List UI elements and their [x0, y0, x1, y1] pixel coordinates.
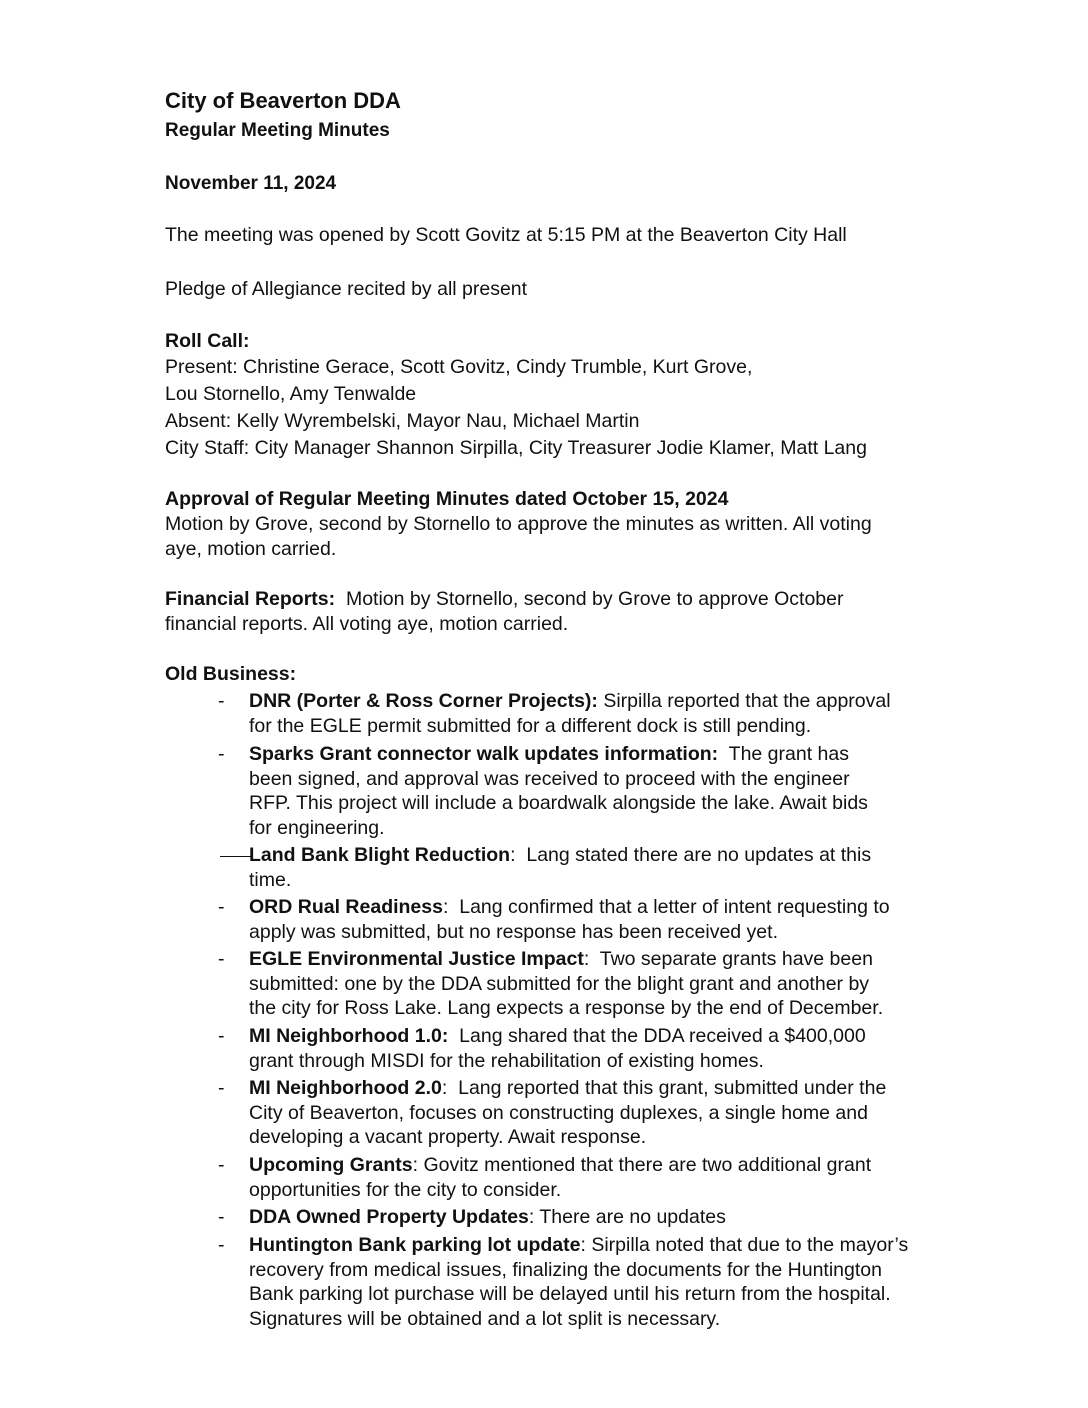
item-text: RFP. This project will include a boardwalk alongside the lake. Await bids — [249, 792, 868, 814]
pledge-statement: Pledge of Allegiance recited by all present — [165, 278, 528, 300]
minutes-approval-heading: Approval of Regular Meeting Minutes dated October 15, 2024 — [165, 488, 729, 510]
document-subtitle: Regular Meeting Minutes — [165, 120, 390, 141]
list-dash: - — [218, 690, 225, 712]
item-text: : Two separate grants have been — [583, 948, 873, 970]
roll-call-staff: City Staff: City Manager Shannon Sirpilla, City Treasurer Jodie Klamer, Matt Lang — [165, 437, 867, 459]
list-dash: - — [218, 1077, 225, 1099]
list-dash-line — [220, 856, 252, 857]
item-text: : There are no updates — [528, 1206, 726, 1228]
item-text: submitted: one by the DDA submitted for the blight grant and another by — [249, 972, 870, 995]
item-title: EGLE Environmental Justice Impact — [249, 948, 584, 970]
roll-call-absent: Absent: Kelly Wyrembelski, Mayor Nau, Michael Martin — [165, 410, 640, 432]
item-title: DNR (Porter & Ross Corner Projects): — [249, 690, 598, 712]
list-dash: - — [218, 743, 225, 765]
item-title: Land Bank Blight Reduction — [249, 844, 511, 866]
item-text: : Sirpilla noted that due to the mayor’s — [580, 1234, 909, 1256]
item-title: Upcoming Grants — [249, 1154, 413, 1176]
item-title: Sparks Grant connector walk updates information: — [249, 743, 719, 765]
list-dash: - — [218, 896, 225, 918]
list-dash: - — [218, 1154, 225, 1176]
financial-reports-section — [165, 587, 843, 637]
item-title: Huntington Bank parking lot update — [249, 1234, 581, 1256]
list-dash: - — [218, 948, 225, 970]
item-text: for engineering. — [249, 816, 385, 839]
minutes-approval-text-continued: aye, motion carried. — [165, 538, 337, 560]
item-text: : Govitz mentioned that there are two additional grant — [412, 1154, 872, 1176]
item-title: MI Neighborhood 1.0: — [249, 1025, 449, 1047]
item-title: DDA Owned Property Updates — [249, 1206, 529, 1228]
roll-call-heading: Roll Call: — [165, 330, 250, 352]
minutes-approval-text: Motion by Grove, second by Stornello to approve the minutes as written. All voting — [165, 513, 872, 535]
list-dash: - — [218, 1234, 225, 1256]
item-text: City of Beaverton, focuses on constructing duplexes, a single home and — [249, 1101, 868, 1124]
financial-reports-text-continued: financial reports. All voting aye, motion carried. — [165, 613, 569, 635]
minutes-approval-section — [165, 487, 872, 562]
item-text: grant through MISDI for the rehabilitation of existing homes. — [249, 1049, 764, 1072]
roll-call-present-continued: Lou Stornello, Amy Tenwalde — [165, 383, 417, 405]
list-dash: - — [218, 1206, 225, 1228]
item-text: Sirpilla reported that the approval — [597, 690, 891, 712]
item-title: MI Neighborhood 2.0 — [249, 1077, 442, 1099]
item-title: ORD Rual Readiness — [249, 896, 443, 918]
opening-statement: The meeting was opened by Scott Govitz at 5:15 PM at the Beaverton City Hall — [165, 224, 847, 246]
item-text: developing a vacant property. Await response. — [249, 1126, 647, 1148]
item-text: for the EGLE permit submitted for a different dock is still pending. — [249, 714, 812, 737]
item-text: Lang shared that the DDA received a $400,000 — [448, 1025, 866, 1047]
item-text: Signatures will be obtained and a lot split is necessary. — [249, 1307, 721, 1330]
meeting-date: November 11, 2024 — [165, 173, 337, 194]
roll-call-present: Present: Christine Gerace, Scott Govitz, Cindy Trumble, Kurt Grove, — [165, 356, 753, 378]
old-business-heading: Old Business: — [165, 663, 297, 685]
item-text: : Lang confirmed that a letter of intent requesting to — [442, 896, 890, 918]
item-text: : Lang reported that this grant, submitted under the — [441, 1077, 887, 1099]
item-text: recovery from medical issues, finalizing the documents for the Huntington — [249, 1258, 882, 1281]
roll-call-section — [165, 329, 867, 461]
item-text: The grant has — [718, 743, 849, 765]
organization-title: City of Beaverton DDA — [165, 88, 401, 113]
item-text: the city for Ross Lake. Lang expects a response by the end of December. — [249, 997, 884, 1019]
item-text: opportunities for the city to consider. — [249, 1178, 562, 1201]
financial-reports-text: Motion by Stornello, second by Grove to approve October — [335, 588, 844, 610]
item-text: apply was submitted, but no response has been received yet. — [249, 920, 778, 943]
item-text: been signed, and approval was received to proceed with the engineer — [249, 767, 850, 790]
item-text: time. — [249, 868, 292, 891]
item-text: Bank parking lot purchase will be delayed until his return from the hospital. — [249, 1283, 891, 1305]
financial-reports-heading: Financial Reports: — [165, 588, 336, 610]
item-text: : Lang stated there are no updates at this — [510, 844, 872, 866]
list-dash: - — [218, 1025, 225, 1047]
